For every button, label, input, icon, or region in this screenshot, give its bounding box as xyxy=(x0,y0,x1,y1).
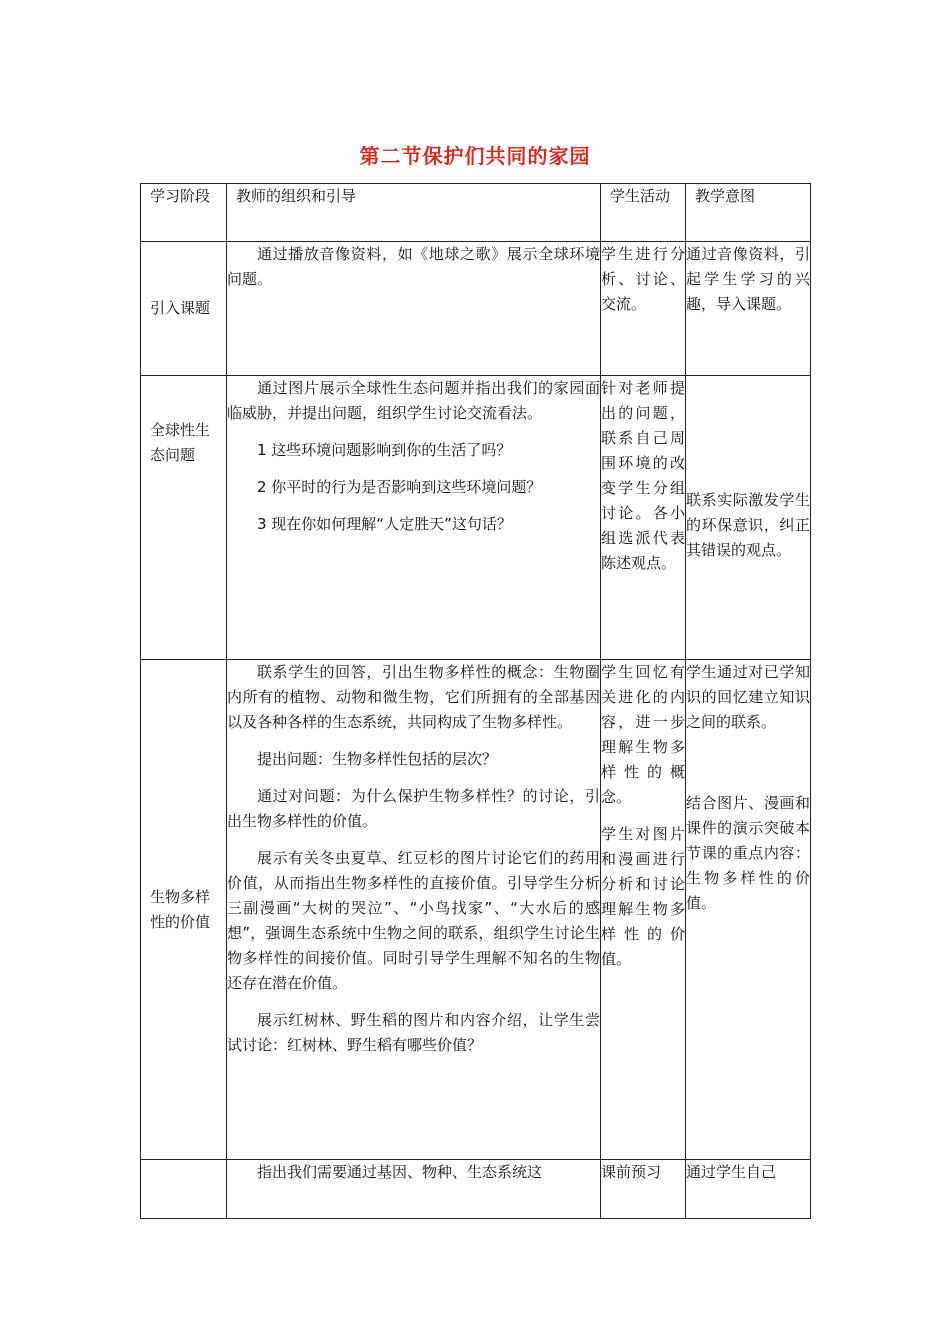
student-text: 课前预习 xyxy=(601,1163,662,1181)
teacher-cell xyxy=(227,1160,601,1219)
intent-text: 通过音像资料，引起学生学习的兴趣，导入课题。 xyxy=(686,245,810,313)
header-cell-stage: 学习阶段 xyxy=(141,184,227,242)
table-row xyxy=(141,660,811,1160)
table-row xyxy=(141,242,811,376)
page-title: 第二节保护们共同的家园 xyxy=(359,144,591,168)
student-text: 学生对图片和漫画进行分析和讨论理解生物多样性的价值。 xyxy=(601,825,685,968)
question-item: 3 现在你如何理解“人定胜天”这句话？ xyxy=(257,515,512,533)
intent-cell xyxy=(686,376,811,660)
question-item: 2 你平时的行为是否影响到这些环境问题？ xyxy=(257,478,542,496)
teacher-paragraph: 提出问题：生物多样性包括的层次？ xyxy=(257,750,498,768)
header-cell-teacher: 教师的组织和引导 xyxy=(227,184,601,242)
intent-cell xyxy=(686,1160,811,1219)
student-cell xyxy=(601,660,686,1160)
teacher-paragraph: 指出我们需要通过基因、物种、生态系统这 xyxy=(257,1163,543,1181)
student-cell xyxy=(601,376,686,660)
stage-cell: 全球性生态问题 xyxy=(141,376,227,660)
intent-cell xyxy=(686,242,811,376)
intent-text: 结合图片、漫画和课件的演示突破本节课的重点内容：生物多样性的价值。 xyxy=(686,794,810,912)
teacher-paragraph: 通过图片展示全球性生态问题并指出我们的家园面临威胁，并提出问题，组织学生讨论交流看法。 xyxy=(227,379,600,422)
table-row xyxy=(141,376,811,660)
teacher-cell xyxy=(227,242,601,376)
student-text: 学生进行分析、讨论、交流。 xyxy=(601,245,685,313)
question-item: 1 这些环境问题影响到你的生活了吗？ xyxy=(257,441,512,459)
lesson-plan-table xyxy=(140,183,811,1219)
intent-text: 联系实际激发学生的环保意识，纠正其错误的观点。 xyxy=(686,491,810,559)
stage-cell xyxy=(141,1160,227,1219)
teacher-paragraph: 展示有关冬虫夏草、红豆杉的图片讨论它们的药用价值，从而指出生物多样性的直接价值。引导学生分析三副漫画“大树的哭泣”、“小鸟找家”、“大水后的感想”，强调生态系统中生物之间的联系，组织学生讨论生物多样性的间接价值。同时引导学生理解不知名的生物还存在潜在价值。 xyxy=(227,849,600,992)
student-cell xyxy=(601,1160,686,1219)
student-cell xyxy=(601,242,686,376)
intent-text: 通过学生自己 xyxy=(686,1163,777,1181)
student-text: 学生回忆有关进化的内容，进一步理解生物多样性的概念。 xyxy=(601,663,685,806)
intent-cell xyxy=(686,660,811,1160)
intent-text: 学生通过对已学知识的回忆建立知识之间的联系。 xyxy=(686,663,810,731)
teacher-paragraph: 通过对问题：为什么保护生物多样性？的讨论，引出生物多样性的价值。 xyxy=(227,787,600,830)
student-text: 针对老师提出的问题，联系自己周围环境的改变学生分组讨论。各小组选派代表陈述观点。 xyxy=(601,379,685,572)
table-row xyxy=(141,1160,811,1219)
stage-cell: 生物多样性的价值 xyxy=(141,660,227,1160)
table-header-row xyxy=(141,184,811,242)
teacher-paragraph: 通过播放音像资料，如《地球之歌》展示全球环境问题。 xyxy=(227,245,600,288)
teacher-cell xyxy=(227,376,601,660)
teacher-paragraph: 联系学生的回答，引出生物多样性的概念：生物圈内所有的植物、动物和微生物，它们所拥有的全部基因以及各种各样的生态系统，共同构成了生物多样性。 xyxy=(227,663,600,731)
teacher-cell xyxy=(227,660,601,1160)
teacher-paragraph: 展示红树林、野生稻的图片和内容介绍，让学生尝试讨论：红树林、野生稻有哪些价值？ xyxy=(227,1011,600,1054)
header-cell-intent: 教学意图 xyxy=(686,184,811,242)
header-cell-student: 学生活动 xyxy=(601,184,686,242)
stage-cell: 引入课题 xyxy=(141,242,227,376)
